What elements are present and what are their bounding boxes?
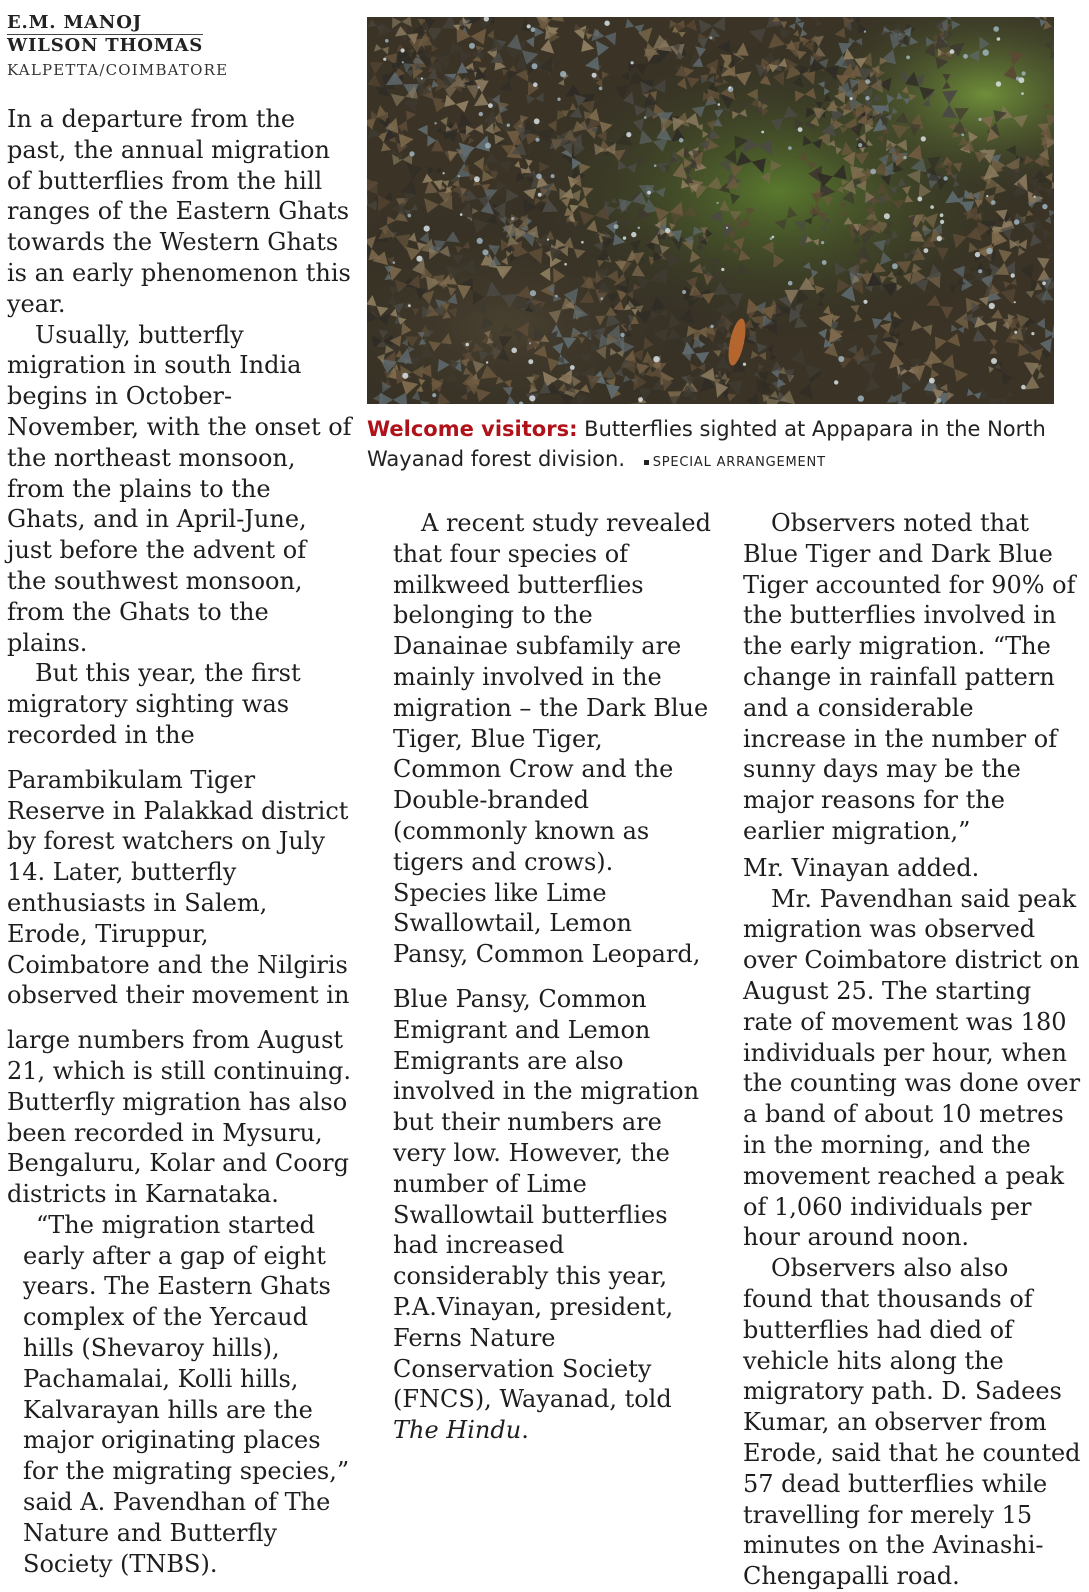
article-paragraph: Parambikulam Tiger Reserve in Palakkad district by forest watchers on July 14. Later, butterfly enthusiasts in Salem, Erode, Tiruppur, Coimbatore and the Nilgiris observed their movement in — [7, 765, 350, 1010]
photo-caption — [367, 414, 1067, 478]
article-paragraph: A recent study revealed that four species of milkweed butterflies belonging to the Danainae subfamily are mainly involved in the migration – the Dark Blue Tiger, Blue Tiger, Common Crow and the Double-branded (commonly known as tigers and crows). Species like Lime Swallowtail, Lemon Pansy, Common Leopard, — [393, 509, 711, 969]
article-column-1 — [7, 104, 353, 1579]
author-name: WILSON THOMAS — [7, 35, 204, 56]
article-paragraph: In a departure from the past, the annual migration of butterflies from the hill ranges of the Eastern Ghats towards the Western Ghats is an early phenomenon this year. — [7, 105, 351, 318]
byline — [7, 12, 347, 81]
publication-name: The Hindu — [393, 1416, 522, 1445]
article-paragraph: But this year, the first migratory sighting was recorded in the — [7, 659, 301, 749]
article-paragraph: Mr. Vinayan added. — [743, 853, 980, 882]
caption-text: Butterflies sighted at Appapara in the North Wayanad forest division. — [367, 417, 1046, 471]
photo-credit-text: SPECIAL ARRANGEMENT — [652, 455, 826, 470]
article-text: Blue Pansy, Common Emigrant and Lemon Emigrants are also involved in the migration but their numbers are very low. However, the number of Lime Swallowtail butterflies had increased considerably this year, P.A.Vinayan, president, Ferns Nature Conservation Society (FNCS), Wayanad, told — [393, 984, 700, 1414]
article-paragraph: Observers also also found that thousands of butterflies had died of vehicle hits along the migratory path. D. Sadees Kumar, an observer from Erode, said that he counted 57 dead butterflies while travelling for merely 15 minutes on the Avinashi-Chengapalli road. — [743, 1254, 1081, 1591]
article-paragraph: Usually, butterfly migration in south India begins in October-November, with the onset of the northeast monsoon, from the plains to the Ghats, and in April-June, just before the advent of the southwest monsoon, from the Ghats to the plains. — [7, 320, 352, 657]
article-paragraph: Observers noted that Blue Tiger and Dark Blue Tiger accounted for 90% of the butterflies involved in the early migration. “The change in rainfall pattern and a considerable increase in the number of sunny days may be the major reasons for the earlier migration,” — [743, 509, 1076, 845]
butterfly-photo-illustration — [367, 17, 1054, 404]
butterfly-photo — [367, 17, 1054, 404]
caption-lead: Welcome visitors: — [367, 417, 578, 441]
article-paragraph: “The migration started early after a gap of eight years. The Eastern Ghats complex of the Yercaud hills (Shevaroy hills), Pachamalai, Kolli hills, Kalvarayan hills are the major originating places for the migrating species,” said A. Pavendhan of The Nature and Butterfly Society (TNBS). — [23, 1210, 350, 1578]
author-name: E.M. MANOJ — [7, 12, 142, 33]
article-paragraph — [393, 984, 713, 1446]
photo-credit — [644, 455, 826, 470]
dateline: KALPETTA/COIMBATORE — [7, 61, 229, 79]
article-text: . — [521, 1416, 529, 1445]
article-paragraph: large numbers from August 21, which is still continuing. Butterfly migration has also been recorded in Mysuru, Bengaluru, Kolar and Coorg districts in Karnataka. — [7, 1026, 351, 1209]
square-bullet-icon — [644, 460, 649, 465]
article-paragraph: Mr. Pavendhan said peak migration was observed over Coimbatore district on August 25. The starting rate of movement was 180 individuals per hour, when the counting was done over a band of about 10 metres in the morning, and the movement reached a peak of 1,060 individuals per hour around noon. — [743, 884, 1081, 1252]
article-column-2 — [393, 508, 713, 1446]
article-column-3 — [743, 508, 1081, 1592]
